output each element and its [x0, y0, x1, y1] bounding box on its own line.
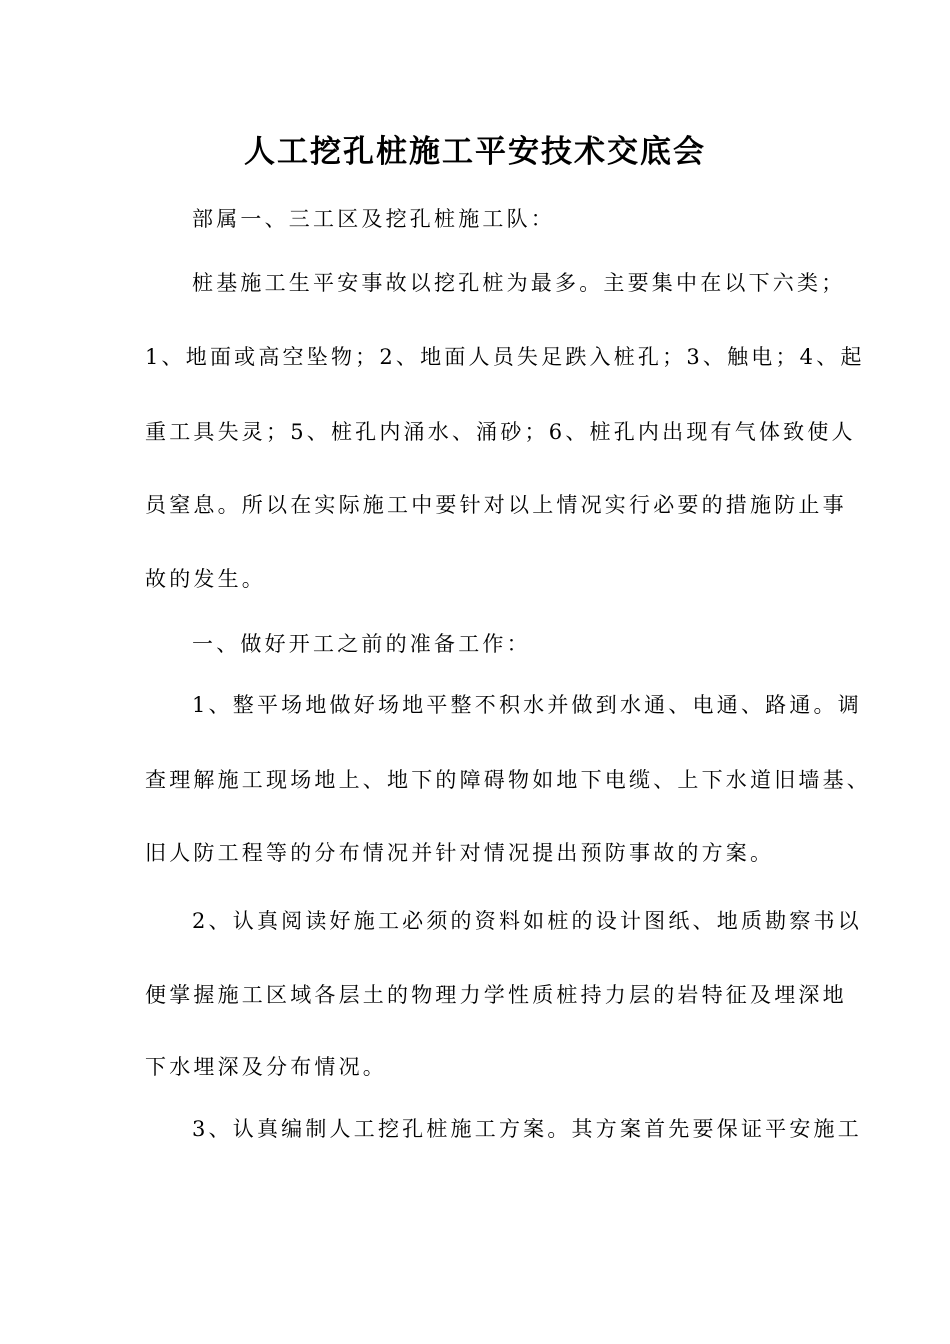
paragraph-line: 3、认真编制人工挖孔桩施工方案。其方案首先要保证平安施工	[192, 1117, 862, 1141]
paragraph-line: 旧人防工程等的分布情况并针对情况提出预防事故的方案。	[145, 841, 775, 865]
paragraph-line: 下水埋深及分布情况。	[145, 1055, 387, 1079]
paragraph-line: 故的发生。	[145, 567, 266, 591]
paragraph-line: 查理解施工现场地上、地下的障碍物如地下电缆、上下水道旧墙基、	[145, 768, 871, 792]
paragraph-line: 员窒息。所以在实际施工中要针对以上情况实行必要的措施防止事	[145, 493, 847, 517]
paragraph-line: 便掌握施工区域各层土的物理力学性质桩持力层的岩特征及埋深地	[145, 983, 847, 1007]
paragraph-line: 1、地面或高空坠物；2、地面人员失足跌入桩孔；3、触电；4、起	[145, 345, 865, 369]
document-title: 人工挖孔桩施工平安技术交底会	[244, 134, 706, 170]
addressee-line: 部属一、三工区及挖孔桩施工队：	[192, 207, 555, 231]
section-heading: 一、做好开工之前的准备工作：	[192, 632, 531, 656]
paragraph-line: 2、认真阅读好施工必须的资料如桩的设计图纸、地质勘察书以	[192, 909, 862, 933]
paragraph-line: 1、整平场地做好场地平整不积水并做到水通、电通、路通。调	[192, 693, 862, 717]
paragraph-line: 桩基施工生平安事故以挖孔桩为最多。主要集中在以下六类；	[192, 271, 846, 295]
paragraph-line: 重工具失灵；5、桩孔内涌水、涌砂；6、桩孔内出现有气体致使人	[145, 420, 856, 444]
